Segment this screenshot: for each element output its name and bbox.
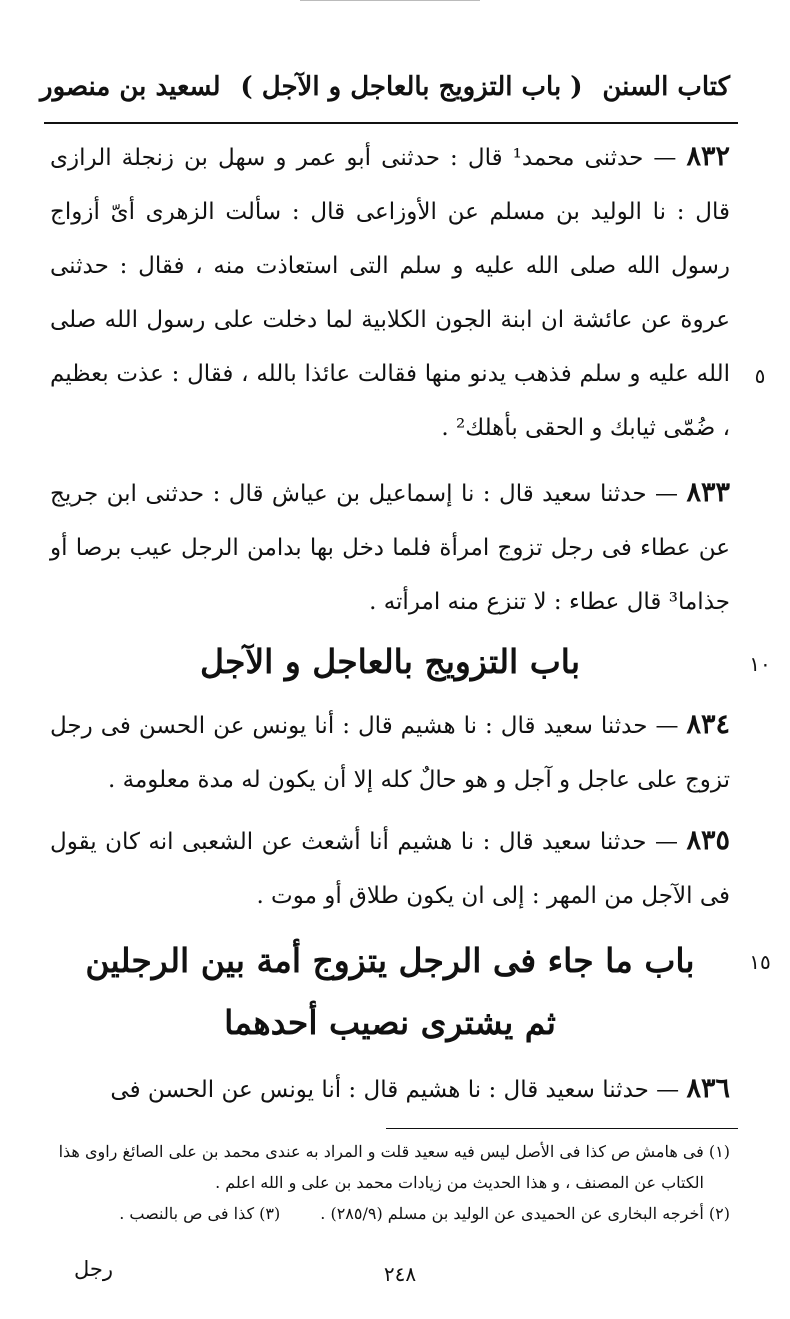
footnote-1-line-2: الكتاب عن المصنف ، و هذا الحديث من زيادات محمد بن على و الله اعلم . <box>215 1173 704 1192</box>
hadith-text: — حدثنا سعيد قال : نا إسماعيل بن عياش قال : حدثنى ابن جريج عن عطاء فى رجل تزوج امرأة فلما دخل بها بدامن الرجل عيب برصا أو جذاما³ قال عطاء : لا تنزع منه امرأته . <box>50 481 730 615</box>
chapter-title-deferred-dowry: باب التزويج بالعاجل و الآجل <box>199 642 581 681</box>
footnote-2-3-line <box>40 1198 730 1229</box>
footnote-rule <box>386 1128 738 1129</box>
chapter-title-line-2: ثم يشترى نصيب أحدهما <box>224 1003 556 1042</box>
margin-line-number-15: ١٥ <box>749 950 771 974</box>
hadith-number: ٨٣٥ <box>686 825 730 856</box>
running-header <box>40 62 730 112</box>
hadith-834 <box>50 698 730 807</box>
hadith-832 <box>50 130 730 455</box>
hadith-836 <box>50 1062 730 1117</box>
hadith-text: — حدثنا سعيد قال : نا هشيم قال : أنا يونس عن الحسن فى <box>110 1077 687 1103</box>
hadith-text: — حدثنى محمد¹ قال : حدثنى أبو عمر و سهل بن زنجلة الرازى قال : نا الوليد بن مسلم عن الأوزاعى قال : سألت الزهرى أىّ أزواج رسول الله صلى الله عليه و سلم التى استعاذت منه ، فقال : حدثنى عروة عن عائشة ان ابنة الجون الكلابية لما دخلت على رسول الله صلى الله عليه و سلم فذهب يدنو منها فقالت عائذا بالله ، فقال : عذت بعظيم ، ضُمّى ثيابك و الحقى بأهلك² . <box>50 145 730 441</box>
header-rule <box>44 122 738 124</box>
header-chapter-heading: ( باب التزويج بالعاجل و الآجل ) <box>240 72 583 102</box>
hadith-835 <box>50 814 730 923</box>
page-number: ٢٤٨ <box>383 1262 417 1286</box>
header-book-title: كتاب السنن <box>602 72 730 102</box>
footnotes <box>40 1136 730 1229</box>
hadith-833 <box>50 466 730 629</box>
hadith-text: — حدثنا سعيد قال : نا هشيم قال : أنا يونس عن الحسن فى رجل تزوج على عاجل و آجل و هو حالٌ كله إلا أن يكون له مدة معلومة . <box>50 713 730 793</box>
hadith-number: ٨٣٢ <box>686 141 730 172</box>
footnote-2: (٢) أخرجه البخارى عن الحميدى عن الوليد بن مسلم (٢٨٥/٩) . <box>320 1204 730 1223</box>
footnote-3: (٣) كذا فى ص بالنصب . <box>119 1204 281 1223</box>
hadith-number: ٨٣٣ <box>686 477 730 508</box>
margin-line-number-10: ١٠ <box>749 652 771 676</box>
hadith-text: — حدثنا سعيد قال : نا هشيم أنا أشعث عن الشعبى انه كان يقول فى الآجل من المهر : إلى ان يكون طلاق أو موت . <box>50 829 730 909</box>
hadith-number: ٨٣٤ <box>686 709 730 740</box>
chapter-title-line-1: باب ما جاء فى الرجل يتزوج أمة بين الرجلين <box>85 941 695 980</box>
hadith-number: ٨٣٦ <box>686 1073 730 1104</box>
chapter-title-shared-slave <box>50 930 730 1054</box>
header-author: لسعيد بن منصور <box>40 72 221 102</box>
catchword: رجل <box>74 1257 114 1281</box>
footnote-1-line-1: (١) فى هامش ص كذا فى الأصل ليس فيه سعيد قلت و المراد به عندى محمد بن على الصائغ راوى هذا <box>58 1142 730 1161</box>
top-edge-mark <box>300 0 480 7</box>
margin-line-number-5: ٥ <box>754 364 766 388</box>
